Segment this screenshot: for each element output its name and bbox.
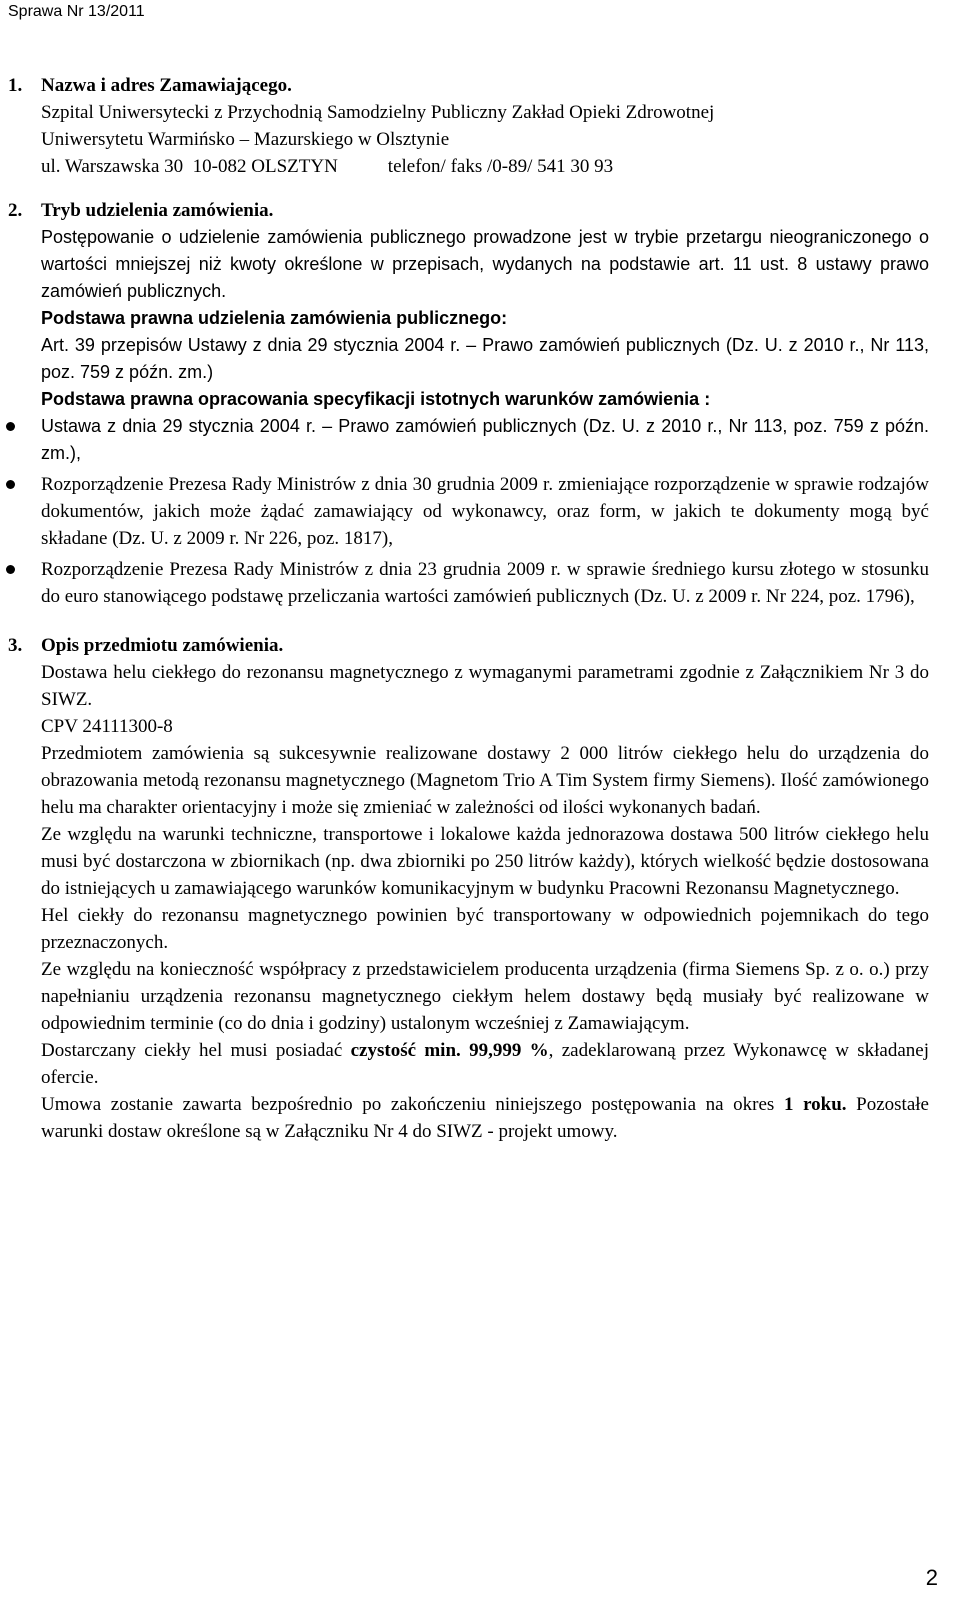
section-title: Nazwa i adres Zamawiającego. — [41, 75, 292, 96]
section-3-body — [41, 659, 929, 1145]
delivery-schedule: Ze względu na konieczność współpracy z przedstawicielem producenta urządzenia (firma Siemens Sp. z o. o.) przy napełnianiu urządzenia rezonansu magnetycznego ciekłym helem dostawy będą musiały być realizowane w odpowiednim terminie (co do dnia i godziny) ustalonym wcześniej z Zamawiającym. — [41, 959, 929, 1034]
purity-requirement: Dostarczany ciekły hel musi posiadać czystość min. 99,999 %, zadeklarowaną przez Wykonawcę w składanej ofercie. — [41, 1040, 929, 1088]
section-number: 3. — [8, 635, 23, 656]
bullet-icon — [6, 422, 15, 431]
section-title: Opis przedmiotu zamówienia. — [41, 635, 284, 656]
transport-requirements: Hel ciekły do rezonansu magnetycznego powinien być transportowany w odpowiednich pojemnikach do tego przeznaczonych. — [41, 905, 929, 953]
cpv-code: CPV 24111300-8 — [41, 716, 173, 737]
authority-address: ul. Warszawska 30 10-082 OLSZTYN — [41, 156, 338, 177]
section-title: Tryb udzielenia zamówienia. — [41, 200, 274, 221]
legal-acts-list — [41, 413, 929, 610]
procedure-intro: Postępowanie o udzielenie zamówienia publicznego prowadzone jest w trybie przetargu nieograniczonego o wartości mniejszej niż kwoty określone w przepisach, wydanych na podstawie art. 11 ust. 8 ustawy prawo zamówień publicznych. — [41, 227, 929, 301]
legal-basis-heading: Podstawa prawna udzielenia zamówienia publicznego: — [41, 308, 508, 328]
page-number: 2 — [925, 1565, 938, 1590]
authority-address-line — [41, 153, 929, 180]
section-contracting-authority — [0, 72, 960, 99]
bullet-icon — [6, 480, 15, 489]
spec-basis-heading: Podstawa prawna opracowania specyfikacji istotnych warunków zamówienia : — [41, 389, 711, 409]
authority-phone: telefon/ faks /0-89/ 541 30 93 — [387, 156, 614, 177]
authority-name-line-1: Szpital Uniwersytecki z Przychodnią Samodzielny Publiczny Zakład Opieki Zdrowotnej — [41, 102, 715, 123]
section-2-body — [41, 224, 929, 610]
legal-basis-text: Art. 39 przepisów Ustawy z dnia 29 stycznia 2004 r. – Prawo zamówień publicznych (Dz. U. z 2010 r., Nr 113, poz. 759 z późn. zm.) — [41, 335, 929, 382]
list-item: Ustawa z dnia 29 stycznia 2004 r. – Prawo zamówień publicznych (Dz. U. z 2010 r., Nr 113, poz. 759 z późn. zm.), — [41, 413, 929, 467]
subject-description: Dostawa helu ciekłego do rezonansu magnetycznego z wymaganymi parametrami zgodnie z Załącznikiem Nr 3 do SIWZ. — [41, 662, 929, 710]
contract-term: Umowa zostanie zawarta bezpośrednio po zakończeniu niniejszego postępowania na okres 1 roku. Pozostałe warunki dostaw określone są w Załączniku Nr 4 do SIWZ - projekt umowy. — [41, 1094, 929, 1142]
section-procedure-head — [0, 197, 960, 224]
contract-duration: 1 roku. — [783, 1094, 847, 1115]
document-content — [0, 72, 960, 1145]
bullet-icon — [6, 565, 15, 574]
section-1-body — [41, 99, 929, 180]
case-number-header: Sprawa Nr 13/2011 — [8, 3, 145, 20]
section-subject-head — [0, 632, 960, 659]
list-item: Rozporządzenie Prezesa Rady Ministrów z dnia 30 grudnia 2009 r. zmieniające rozporządzenie w sprawie rodzajów dokumentów, jakich może żądać zamawiający od wykonawcy, oraz form, w jakich te dokumenty mogą być składane (Dz. U. z 2009 r. Nr 226, poz. 1817), — [41, 471, 929, 552]
purity-value: czystość min. 99,999 % — [350, 1040, 549, 1061]
authority-name-line-2: Uniwersytetu Warmińsko – Mazurskiego w Olsztynie — [41, 129, 450, 150]
section-number: 1. — [8, 75, 23, 96]
list-item: Rozporządzenie Prezesa Rady Ministrów z dnia 23 grudnia 2009 r. w sprawie średniego kursu złotego w stosunku do euro stanowiącego podstawę przeliczania wartości zamówień publicznych (Dz. U. z 2009 r. Nr 224, poz. 1796), — [41, 556, 929, 610]
section-number: 2. — [8, 200, 23, 221]
delivery-conditions: Ze względu na warunki techniczne, transportowe i lokalowe każda jednorazowa dostawa 500 litrów ciekłego helu musi być dostarczona w zbiornikach (np. dwa zbiorniki po 250 litrów każdy), których wielkość będzie dostosowana do istniejących u zamawiającego warunków komunikacyjnym w budynku Pracowni Rezonansu Magnetycznego. — [41, 824, 929, 899]
subject-scope: Przedmiotem zamówienia są sukcesywnie realizowane dostawy 2 000 litrów ciekłego helu do urządzenia do obrazowania metodą rezonansu magnetycznego (Magnetom Trio A Tim System firmy Siemens). Ilość zamówionego helu ma charakter orientacyjny i może się zmieniać w zależności od ilości wykonanych badań. — [41, 743, 929, 818]
